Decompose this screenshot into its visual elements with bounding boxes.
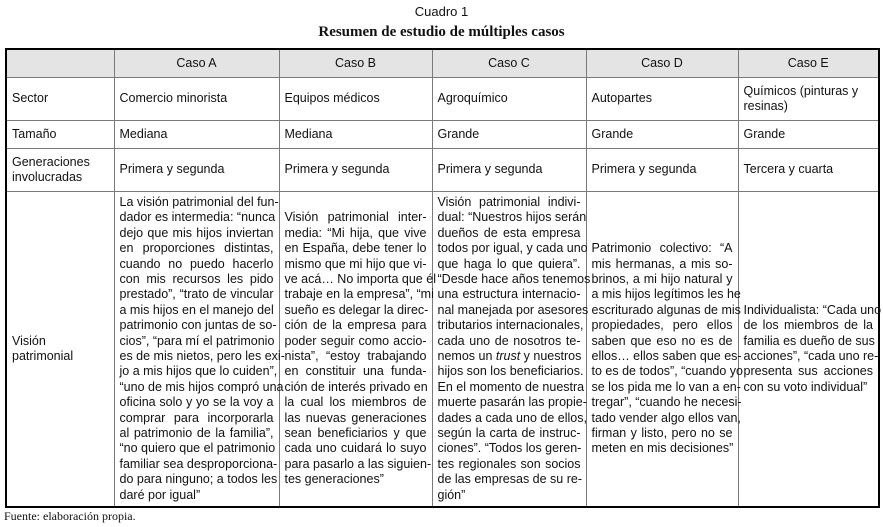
header-row: [6, 49, 879, 78]
text-line: En el momento de nuestra: [437, 379, 585, 394]
text-line: dual: “Nuestros hijos serán: [437, 210, 587, 225]
text-line: tributarios internacionales,: [437, 318, 584, 333]
text-line: cuando no puedo hacerlo: [119, 256, 274, 271]
text-line: ve acá… No importa que él: [284, 271, 436, 286]
table-cell: Químicos (pinturas y resinas): [738, 78, 879, 121]
text-line: cios”, “para mí el patrimonio: [119, 333, 275, 348]
text-line: to es de todos”, “cuando yo: [591, 364, 743, 379]
text-line: es de mis nietos, pero les exi-: [119, 349, 285, 363]
table-cell: Primera y segunda: [114, 149, 279, 192]
table-cell: Grande: [738, 121, 879, 149]
text-line: las nuevas generaciones: [284, 410, 427, 425]
text-line: que haga lo que quiera”.: [437, 256, 581, 271]
text-line: acciones”, “cada uno re-: [743, 349, 879, 363]
text-line: “uno de mis hijos compró una: [119, 379, 284, 394]
text-line: en proporciones distintas,: [119, 241, 274, 256]
text-line: según la carta de instruc-: [437, 426, 581, 441]
table-cell: Primera y segunda: [279, 149, 432, 192]
text-line: tado vender algo ellos van,: [591, 410, 741, 425]
text-line: meten en mis decisiones”: [591, 441, 734, 456]
table-cell: Agroquímico: [432, 78, 586, 121]
text-line: a mis hijos en el manejo del: [119, 302, 274, 317]
text-line: mismo que mi hijo que vi-: [284, 256, 427, 271]
text-line: tes generaciones”: [284, 472, 384, 487]
row-label: Generaciones involucradas: [6, 149, 114, 192]
table-cell-vision-d: [586, 192, 743, 508]
text-line: comprar para incorporarla: [119, 410, 274, 425]
text-line: ciones”. “Todos los geren-: [437, 441, 582, 456]
text-line: saben que eso no es de: [591, 333, 733, 348]
text-line: escriturado algunas de mis: [591, 302, 741, 317]
text-line: en España, debe tener lo: [284, 241, 427, 256]
table-cell: Grande: [586, 121, 738, 149]
table-row-generaciones: [6, 149, 879, 192]
text-line: sueño es delegar la direc-: [284, 302, 429, 317]
text-line: “no quiero que el patrimonio: [119, 441, 276, 456]
header-cell-caso-e: Caso E: [738, 49, 879, 78]
text-line: propiedades, pero ellos: [591, 318, 733, 333]
table-row-sector: [6, 78, 879, 121]
text-line: muerte pasarán las propie-: [437, 395, 587, 410]
text-line: una estructura internacio-: [437, 287, 581, 302]
text-line: familia es dueño de sus: [743, 333, 875, 348]
header-cell-caso-b: Caso B: [279, 49, 432, 78]
text-line: mis hermanas, a mis so-: [591, 256, 733, 271]
text-line: ción de la empresa para: [284, 318, 427, 333]
text-line: dador es intermedia: “nunca: [119, 210, 276, 225]
table-cell: Primera y segunda: [586, 149, 738, 192]
text-line: de los miembros de la: [743, 318, 873, 333]
table-cell: Equipos médicos: [279, 78, 432, 121]
text-line: con su voto individual”: [743, 379, 868, 394]
text-line: Patrimonio colectivo: “A: [591, 241, 733, 256]
text-line: Visión patrimonial indivi-: [437, 194, 581, 209]
header-cell-caso-c: Caso C: [432, 49, 586, 78]
table-cell-vision-e: [738, 192, 882, 508]
header-cell-caso-d: Caso D: [586, 49, 738, 78]
text-line: patrimonio con juntas de so-: [119, 318, 277, 333]
text-line: jo a mis hijos que lo cuiden”,: [119, 364, 278, 379]
text-line: La visión patrimonial del fun-: [119, 194, 279, 209]
table-cell-vision-c: [432, 192, 591, 508]
table-caption-number: Cuadro 1: [414, 4, 469, 19]
text-line: la cual los miembros de: [284, 395, 427, 410]
text-line: media: “Mi hija, que vive: [284, 225, 427, 240]
text-line: Individualista: “Cada uno: [743, 302, 882, 317]
text-line: dades a cada uno de ellos,: [437, 410, 587, 425]
text-line: tes regionales son socios: [437, 456, 581, 471]
row-label: Tamaño: [6, 121, 114, 149]
text-line: brinos, a mi hijo natural y: [591, 271, 733, 286]
text-line: hijos son los beneficiarios.: [437, 364, 584, 379]
table-row-tamano: [6, 121, 879, 149]
source-note: Fuente: elaboración propia.: [4, 509, 136, 523]
text-line: familiar sea desproporciona-: [119, 456, 278, 471]
text-line: do para ninguno; a todos les: [119, 472, 278, 487]
text-line: prestado”, “trato de vincular: [119, 287, 274, 302]
row-label: Visión patrimonial: [6, 192, 114, 508]
text-line: nista”, “estoy trabajando: [284, 349, 427, 363]
text-line: dejo que mis hijos inviertan: [119, 225, 274, 240]
text-line: trabaje en la empresa”, “mi: [284, 287, 434, 302]
header-cell-caso-a: Caso A: [114, 49, 279, 78]
table-cell: Autopartes: [586, 78, 738, 121]
text-line: firman y listo, pero no se: [591, 426, 733, 441]
text-line: en constituir una funda-: [284, 364, 427, 379]
table-cell: Primera y segunda: [432, 149, 586, 192]
text-line: poder seguir como accio-: [284, 333, 427, 348]
table-title: Resumen de estudio de múltiples casos: [318, 24, 565, 40]
text-line: ción de interés privado en: [284, 379, 428, 394]
text-line: gión”: [437, 487, 466, 502]
text-line: nemos un trust y nuestros: [437, 349, 582, 363]
text-line: dueños de esta empresa: [437, 225, 581, 240]
text-line: con mis recursos les pido: [119, 271, 274, 286]
text-line: al patrimonio de la familia”,: [119, 426, 274, 441]
table-cell: Grande: [432, 121, 586, 149]
text-line: nal manejada por asesores: [437, 302, 589, 317]
text-line: se los pida me lo van a en-: [591, 379, 741, 394]
header-cell-empty: [6, 49, 114, 78]
table-cell: Mediana: [114, 121, 279, 149]
table-cell-vision-a: [114, 192, 285, 508]
text-line: sean beneficiarios y que: [284, 426, 427, 441]
text-line: daré por igual”: [119, 487, 201, 502]
text-line: oficina solo y yo se la voy a: [119, 395, 274, 410]
text-line: de las empresas de su re-: [437, 472, 583, 487]
text-line: cada uno de nosotros te-: [437, 333, 581, 348]
case-summary-table: [5, 48, 880, 508]
text-line: todos por igual, y cada uno: [437, 241, 588, 256]
text-line: presenta sus acciones: [743, 364, 873, 379]
text-line: ellos… ellos saben que es-: [591, 349, 742, 363]
text-line: a mis hijos legítimos les he: [591, 287, 741, 302]
table-cell-vision-b: [279, 192, 436, 508]
text-line: tregar”, “cuando he necesi-: [591, 395, 742, 410]
table-cell: Comercio minorista: [114, 78, 279, 121]
row-label: Sector: [6, 78, 114, 121]
text-line: cada uno cuidará lo suyo: [284, 441, 427, 456]
text-line: “Desde hace años tenemos: [437, 271, 591, 286]
table-row-vision-patrimonial: [6, 192, 879, 508]
italic-word: trust: [495, 349, 521, 363]
table-cell: Tercera y cuarta: [738, 149, 879, 192]
text-line: Visión patrimonial inter-: [284, 210, 427, 225]
table-cell: Mediana: [279, 121, 432, 149]
text-line: para pasarlo a las siguien-: [284, 456, 432, 471]
